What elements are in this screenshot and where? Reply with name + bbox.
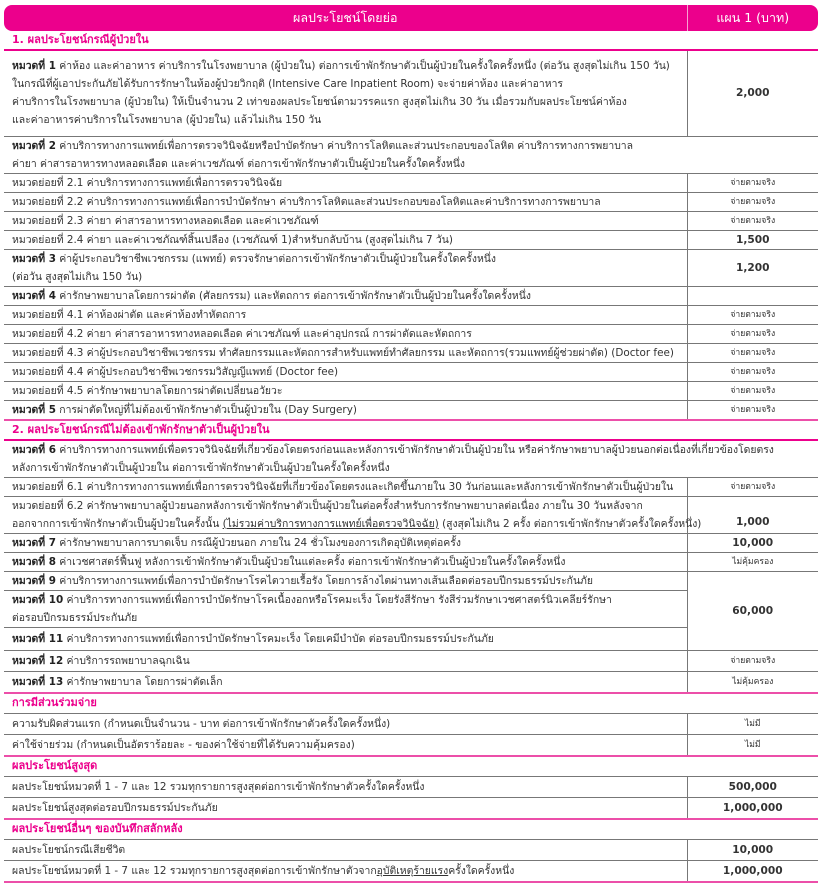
table-row <box>4 305 818 324</box>
header-benefit-summary: ผลประโยชน์โดยย่อ <box>4 5 687 31</box>
benefit-value: 1,000,000 <box>687 797 818 819</box>
table-row <box>4 249 818 286</box>
benefit-description: หมวดที่ 13 ค่ารักษาพยาบาล โดยการผ่าตัดเล็ก <box>4 671 687 693</box>
table-row <box>4 671 818 693</box>
table-row <box>4 552 818 571</box>
table-row <box>4 477 818 496</box>
benefit-value: จ่ายตามจริง <box>687 381 818 400</box>
benefit-description: หมวดที่ 12 ค่าบริการรถพยาบาลฉุกเฉิน <box>4 650 687 671</box>
section-title: 1. ผลประโยชน์กรณีผู้ป่วยใน <box>4 31 818 50</box>
table-row <box>4 324 818 343</box>
table-row <box>4 533 818 552</box>
benefit-value: ไม่มี <box>687 713 818 734</box>
benefit-description: หมวดย่อยที่ 2.4 ค่ายา และค่าเวชภัณฑ์สิ้นเปลือง (เวชภัณฑ์ 1)สำหรับกลับบ้าน (สูงสุดไม่เกิน 7 วัน) <box>4 230 687 249</box>
benefit-value: จ่ายตามจริง <box>687 324 818 343</box>
section-title-row <box>4 756 818 777</box>
benefit-description: ผลประโยชน์หมวดที่ 1 - 7 และ 12 รวมทุกรายการสูงสุดต่อการเข้าพักรักษาตัวครั้งใดครั้งหนึ่ง <box>4 776 687 797</box>
benefit-description: หมวดที่ 5 การผ่าตัดใหญ่ที่ไม่ต้องเข้าพักรักษาตัวเป็นผู้ป่วยใน (Day Surgery) <box>4 400 687 420</box>
benefit-description: หมวดที่ 7 ค่ารักษาพยาบาลการบาดเจ็บ กรณีผู้ป่วยนอก ภายใน 24 ชั่วโมงของการเกิดอุบัติเหตุต่อครั้ง <box>4 533 687 552</box>
header-plan-1: แผน 1 (บาท) <box>687 5 818 31</box>
benefit-value: 10,000 <box>687 533 818 552</box>
benefit-value: จ่ายตามจริง <box>687 477 818 496</box>
table-row <box>4 136 818 173</box>
benefit-description: หมวดย่อยที่ 4.5 ค่ารักษาพยาบาลโดยการผ่าตัดเปลี่ยนอวัยวะ <box>4 381 687 400</box>
section-title: ผลประโยชน์สูงสุด <box>4 756 818 777</box>
table-row <box>4 50 818 136</box>
benefit-value: 2,000 <box>687 50 818 136</box>
section-title: ผลประโยชน์อื่นๆ ของบันทึกสลักหลัง <box>4 819 818 840</box>
table-row <box>4 400 818 420</box>
benefit-value: จ่ายตามจริง <box>687 192 818 211</box>
section-title: 2. ผลประโยชน์กรณีไม่ต้องเข้าพักรักษาตัวเป็นผู้ป่วยใน <box>4 420 818 440</box>
benefit-value: จ่ายตามจริง <box>687 173 818 192</box>
benefit-description: หมวดที่ 2 ค่าบริการทางการแพทย์เพื่อการตรวจวินิจฉัยหรือบำบัดรักษา ค่าบริการโลหิตและส่วนประกอบของโลหิต ค่าบริการทางการพยาบาล ค่ายา ค่าสารอาหารทางหลอดเลือด และค่าเวชภัณฑ์ ต่อการเข้าพักรักษาตัวเป็นผู้ป่วยในครั้งใดครั้งหนึ่ง <box>4 136 818 173</box>
benefits-summary <box>4 5 818 883</box>
benefit-description: หมวดที่ 9 ค่าบริการทางการแพทย์เพื่อการบำบัดรักษาโรคไตวายเรื้อรัง โดยการล้างไตผ่านทางเส้นเลือดต่อรอบปีกรมธรรม์ประกันภัย <box>4 571 687 590</box>
benefit-value: จ่ายตามจริง <box>687 650 818 671</box>
benefit-description: ค่าใช้จ่ายร่วม (กำหนดเป็นอัตราร้อยละ - ของค่าใช้จ่ายที่ได้รับความคุ้มครอง) <box>4 734 687 756</box>
benefit-description: หมวดที่ 6 ค่าบริการทางการแพทย์เพื่อตรวจวินิจฉัยที่เกี่ยวข้องโดยตรงก่อนและหลังการเข้าพักรักษาตัวเป็นผู้ป่วยใน หรือค่ารักษาพยาบาลผู้ป่วยนอกต่อเนื่องที่เกี่ยวข้องโดยตรง หลังการเข้าพักรักษาตัวเป็นผู้ป่วยใน ต่อการเข้าพักรักษาตัวเป็นผู้ป่วยในครั้งใดครั้งหนึ่ง <box>4 440 818 478</box>
table-row <box>4 440 818 478</box>
benefit-description: หมวดย่อยที่ 2.3 ค่ายา ค่าสารอาหารทางหลอดเลือด และค่าเวชภัณฑ์ <box>4 211 687 230</box>
section-title-row <box>4 693 818 714</box>
table-row <box>4 286 818 305</box>
benefit-value: ไม่คุ้มครอง <box>687 552 818 571</box>
benefit-description: หมวดย่อยที่ 6.2 ค่ารักษาพยาบาลผู้ป่วยนอกหลังการเข้าพักรักษาตัวเป็นผู้ป่วยในต่อครั้งสำหรับการรักษาพยาบาลต่อเนื่อง ภายใน 30 วันหลังจาก ออกจากการเข้าพักรักษาตัวเป็นผู้ป่วยในครั้งนั้น (ไม่รวมค่าบริการทางการแพทย์เพื่อตรวจวินิจฉัย) (สูงสุดไม่เกิน 2 ครั้ง ต่อการเข้าพักรักษาตัวครั้งใดครั้งหนึ่ง) <box>4 496 687 533</box>
benefit-value: 1,000,000 <box>687 860 818 882</box>
table-row <box>4 776 818 797</box>
table-row <box>4 173 818 192</box>
benefit-description: หมวดที่ 11 ค่าบริการทางการแพทย์เพื่อการบำบัดรักษาโรคมะเร็ง โดยเคมีบำบัด ต่อรอบปีกรมธรรม์ประกันภัย <box>4 627 687 650</box>
benefit-description: ผลประโยชน์หมวดที่ 1 - 7 และ 12 รวมทุกรายการสูงสุดต่อการเข้าพักรักษาตัวจากอุบัติเหตุร้ายแรงครั้งใดครั้งหนึ่ง <box>4 860 687 882</box>
benefit-description: หมวดย่อยที่ 4.4 ค่าผู้ประกอบวิชาชีพเวชกรรมวิสัญญีแพทย์ (Doctor fee) <box>4 362 687 381</box>
benefit-description: ความรับผิดส่วนแรก (กำหนดเป็นจำนวน - บาท ต่อการเข้าพักรักษาตัวครั้งใดครั้งหนึ่ง) <box>4 713 687 734</box>
benefit-value: จ่ายตามจริง <box>687 343 818 362</box>
benefit-value: จ่ายตามจริง <box>687 362 818 381</box>
benefit-description: หมวดที่ 4 ค่ารักษาพยาบาลโดยการผ่าตัด (ศัลยกรรม) และหัตถการ ต่อการเข้าพักรักษาตัวเป็นผู้ป่วยในครั้งใดครั้งหนึ่ง <box>4 286 687 305</box>
benefit-value: ไม่มี <box>687 734 818 756</box>
benefit-value <box>687 286 818 305</box>
benefit-description: ผลประโยชน์กรณีเสียชีวิต <box>4 839 687 860</box>
table-row <box>4 192 818 211</box>
benefits-table <box>4 5 818 883</box>
table-row <box>4 230 818 249</box>
benefit-description: หมวดย่อยที่ 2.2 ค่าบริการทางการแพทย์เพื่อการบำบัดรักษา ค่าบริการโลหิตและส่วนประกอบของโลหิตและค่าบริการทางการพยาบาล <box>4 192 687 211</box>
benefit-description: หมวดที่ 8 ค่าเวชศาสตร์ฟื้นฟู หลังการเข้าพักรักษาตัวเป็นผู้ป่วยในแต่ละครั้ง ต่อการเข้าพักรักษาตัวเป็นผู้ป่วยในครั้งใดครั้งหนึ่ง <box>4 552 687 571</box>
benefit-description: หมวดที่ 10 ค่าบริการทางการแพทย์เพื่อการบำบัดรักษาโรคเนื้องอกหรือโรคมะเร็ง โดยรังสีรักษา รังสีร่วมรักษาเวชศาสตร์นิวเคลียร์รักษา ต่อรอบปีกรมธรรม์ประกันภัย <box>4 590 687 627</box>
benefit-description: หมวดย่อยที่ 2.1 ค่าบริการทางการแพทย์เพื่อการตรวจวินิจฉัย <box>4 173 687 192</box>
benefit-value: 500,000 <box>687 776 818 797</box>
table-row <box>4 860 818 882</box>
table-row <box>4 797 818 819</box>
section-title-row <box>4 420 818 440</box>
section-title-row <box>4 31 818 50</box>
table-row <box>4 734 818 756</box>
benefit-description: หมวดย่อยที่ 4.3 ค่าผู้ประกอบวิชาชีพเวชกรรม ทำศัลยกรรมและหัตถการสำหรับแพทย์ทำศัลยกรรม และหัตถการ(รวมแพทย์ผู้ช่วยผ่าตัด) (Doctor fee) <box>4 343 687 362</box>
benefit-description: หมวดที่ 1 ค่าห้อง และค่าอาหาร ค่าบริการในโรงพยาบาล (ผู้ป่วยใน) ต่อการเข้าพักรักษาตัวเป็นผู้ป่วยในครั้งใดครั้งหนึ่ง (ต่อวัน สูงสุดไม่เกิน 150 วัน) ในกรณีที่ผู้เอาประกันภัยได้รับการรักษาในห้องผู้ป่วยวิกฤติ (Intensive Care Inpatient Room) จะจ่ายค่าห้อง และค่าอาหาร ค่าบริการในโรงพยาบาล (ผู้ป่วยใน) ให้เป็นจำนวน 2 เท่าของผลประโยชน์ตามวรรคแรก สูงสุดไม่เกิน 30 วัน เมื่อรวมกับผลประโยชน์ค่าห้อง และค่าอาหารค่าบริการในโรงพยาบาล (ผู้ป่วยใน) แล้วไม่เกิน 150 วัน <box>4 50 687 136</box>
table-row <box>4 211 818 230</box>
benefit-value: จ่ายตามจริง <box>687 211 818 230</box>
benefit-value: จ่ายตามจริง <box>687 400 818 420</box>
benefit-value: 1,200 <box>687 249 818 286</box>
benefit-description: ผลประโยชน์สูงสุดต่อรอบปีกรมธรรม์ประกันภัย <box>4 797 687 819</box>
table-row <box>4 713 818 734</box>
table-row <box>4 839 818 860</box>
benefit-description: หมวดย่อยที่ 6.1 ค่าบริการทางการแพทย์เพื่อการตรวจวินิจฉัยที่เกี่ยวข้องโดยตรงและเกิดขึ้นภายใน 30 วันก่อนและหลังการเข้าพักรักษาตัวเป็นผู้ป่วยใน <box>4 477 687 496</box>
section-title-row <box>4 819 818 840</box>
benefit-value: 1,000 <box>687 496 818 533</box>
benefit-value: 1,500 <box>687 230 818 249</box>
benefit-value: จ่ายตามจริง <box>687 305 818 324</box>
table-row <box>4 650 818 671</box>
benefit-value: 60,000 <box>687 571 818 650</box>
table-row <box>4 362 818 381</box>
table-header <box>4 5 818 31</box>
section-title: การมีส่วนร่วมจ่าย <box>4 693 818 714</box>
benefit-description: หมวดย่อยที่ 4.1 ค่าห้องผ่าตัด และค่าห้องทำหัตถการ <box>4 305 687 324</box>
benefit-value: ไม่คุ้มครอง <box>687 671 818 693</box>
benefit-value: 10,000 <box>687 839 818 860</box>
table-row <box>4 571 818 590</box>
benefit-description: หมวดย่อยที่ 4.2 ค่ายา ค่าสารอาหารทางหลอดเลือด ค่าเวชภัณฑ์ และค่าอุปกรณ์ การผ่าตัดและหัตถการ <box>4 324 687 343</box>
benefit-description: หมวดที่ 3 ค่าผู้ประกอบวิชาชีพเวชกรรม (แพทย์) ตรวจรักษาต่อการเข้าพักรักษาตัวเป็นผู้ป่วยในครั้งใดครั้งหนึ่ง (ต่อวัน สูงสุดไม่เกิน 150 วัน) <box>4 249 687 286</box>
table-row <box>4 343 818 362</box>
table-row <box>4 381 818 400</box>
table-row <box>4 496 818 533</box>
